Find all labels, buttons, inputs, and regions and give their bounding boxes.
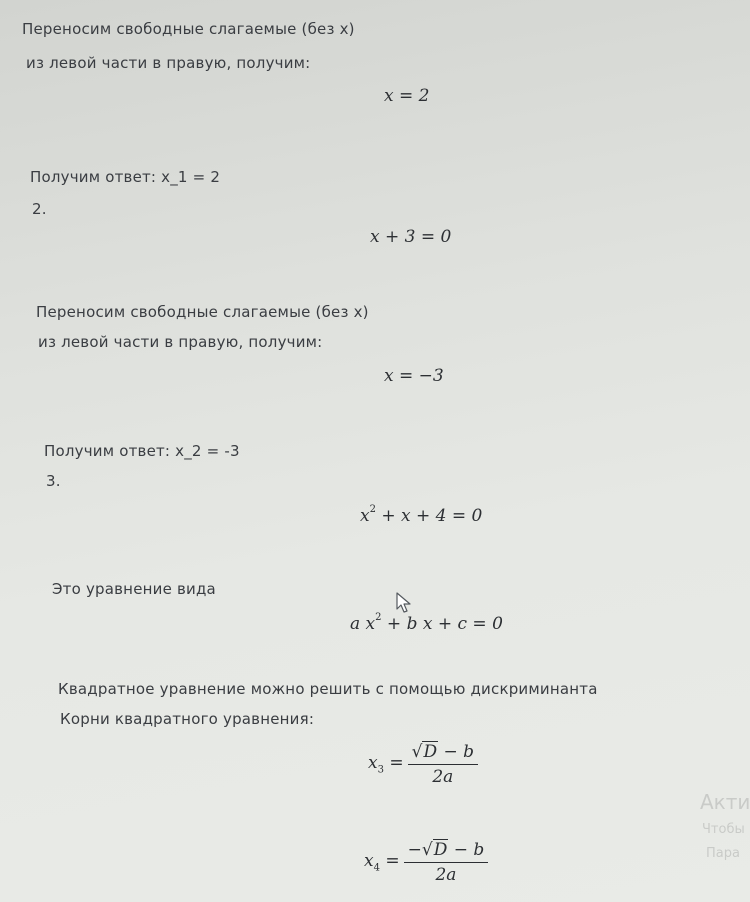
eq5-a-x: a x xyxy=(350,614,376,634)
x3-numerator xyxy=(408,742,478,765)
x4-numerator-rest: − b xyxy=(448,840,485,860)
text-line-transfer-1: Переносим свободные слагаемые (без x) xyxy=(22,20,355,38)
eq5-rest: + b x + c = 0 xyxy=(381,614,503,634)
text-roots: Корни квадратного уравнения: xyxy=(60,710,315,728)
equation-x-plus-3: x + 3 = 0 xyxy=(370,227,452,247)
answer-x1: Получим ответ: x_1 = 2 xyxy=(30,168,221,186)
activation-watermark-title: Акти xyxy=(700,790,750,814)
equation-general-quadratic xyxy=(350,614,503,634)
eq5-exponent: 2 xyxy=(375,612,382,624)
mouse-pointer-icon xyxy=(396,592,412,614)
equation-x-equals-2: x = 2 xyxy=(384,86,430,106)
item-number-3: 3. xyxy=(46,472,61,490)
x3-variable xyxy=(368,753,404,776)
x3-var: x xyxy=(368,753,378,774)
text-equation-type: Это уравнение вида xyxy=(52,580,216,598)
answer-x2: Получим ответ: x_2 = -3 xyxy=(44,442,240,460)
x4-sqrt xyxy=(422,839,448,860)
x4-subscript: 4 xyxy=(373,862,380,874)
x4-fraction xyxy=(404,840,489,885)
x3-subscript: 3 xyxy=(377,764,384,776)
equation-x-equals-minus-3: x = −3 xyxy=(384,366,444,386)
sqrt-icon: √ xyxy=(411,742,423,762)
sqrt-icon: √ xyxy=(421,840,433,860)
x4-var: x xyxy=(364,851,374,872)
x4-denominator: 2a xyxy=(435,865,457,885)
activation-watermark-line3: Пара xyxy=(706,846,740,861)
eq4-exponent: 2 xyxy=(369,504,376,516)
x4-numerator xyxy=(404,840,489,863)
x4-equals: = xyxy=(379,851,400,872)
x3-numerator-rest: − b xyxy=(438,742,475,762)
equation-quadratic xyxy=(360,506,482,526)
x3-fraction xyxy=(408,742,478,787)
x3-denominator: 2a xyxy=(432,767,454,787)
x3-radicand: D xyxy=(423,742,438,762)
x3-sqrt xyxy=(412,741,438,762)
eq4-base: x xyxy=(360,506,370,526)
text-line-right-side-1: из левой части в правую, получим: xyxy=(26,54,311,72)
text-discriminant: Квадратное уравнение можно решить с помощью дискриминанта xyxy=(58,680,598,698)
text-line-transfer-2: Переносим свободные слагаемые (без x) xyxy=(36,303,369,321)
activation-watermark-line2: Чтобы xyxy=(702,822,745,837)
x4-radicand: D xyxy=(433,840,448,860)
x4-minus: − xyxy=(407,840,422,860)
formula-x4 xyxy=(364,840,488,885)
item-number-2: 2. xyxy=(32,200,47,218)
x4-variable xyxy=(364,851,400,874)
text-line-right-side-2: из левой части в правую, получим: xyxy=(38,333,323,351)
eq4-rest: + x + 4 = 0 xyxy=(375,506,483,526)
x3-equals: = xyxy=(383,753,404,774)
formula-x3 xyxy=(368,742,478,787)
